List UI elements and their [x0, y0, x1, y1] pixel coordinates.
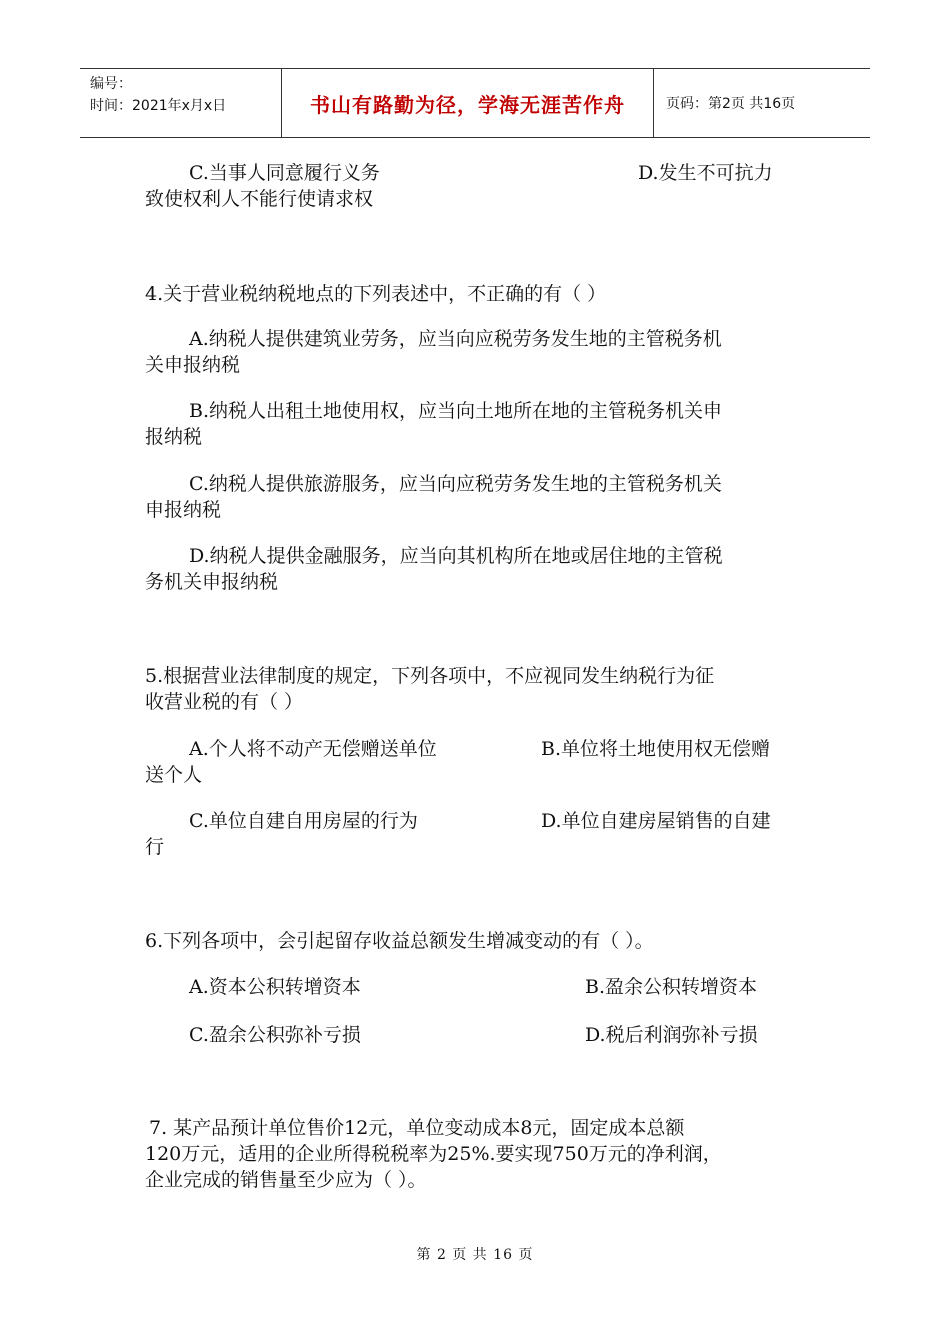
q7-question-cont-2: 企业完成的销售量至少应为（ ）。 — [145, 1169, 427, 1191]
q6-question: 6.下列各项中，会引起留存收益总额发生增减变动的有（ ）。 — [145, 930, 654, 952]
q3-option-d-cont: 致使权利人不能行使请求权 — [145, 188, 374, 210]
q5-question: 5.根据营业法律制度的规定，下列各项中，不应视同发生纳税行为征 — [145, 665, 715, 687]
q3-option-d: D.发生不可抗力 — [638, 162, 773, 184]
q4-option-b-cont: 报纳税 — [145, 426, 203, 448]
q5-option-d: D.单位自建房屋销售的自建 — [541, 810, 771, 832]
q5-option-b-cont: 送个人 — [145, 764, 203, 786]
q5-option-b: B.单位将土地使用权无偿赠 — [541, 738, 771, 760]
q4-option-c-cont: 申报纳税 — [145, 499, 222, 521]
q7-question: 7. 某产品预计单位售价12元，单位变动成本8元，固定成本总额 — [149, 1117, 685, 1139]
q6-option-a: A.资本公积转增资本 — [189, 976, 361, 998]
q7-question-cont-1: 120万元，适用的企业所得税税率为25%.要实现750万元的净利润， — [145, 1143, 722, 1165]
doc-number-label: 编号： — [90, 76, 132, 92]
doc-time-label: 时间：2021年x月x日 — [90, 98, 227, 114]
page-header — [80, 68, 870, 138]
q5-option-d-cont: 行 — [145, 836, 165, 858]
q4-option-d-cont: 务机关申报纳税 — [145, 571, 279, 593]
q6-option-c: C.盈余公积弥补亏损 — [189, 1024, 361, 1046]
q4-option-a: A.纳税人提供建筑业劳务，应当向应税劳务发生地的主管税务机 — [189, 328, 722, 350]
q4-option-c: C.纳税人提供旅游服务，应当向应税劳务发生地的主管税务机关 — [189, 473, 722, 495]
q4-option-a-cont: 关申报纳税 — [145, 354, 241, 376]
q4-question: 4.关于营业税纳税地点的下列表述中，不正确的有（ ） — [145, 283, 607, 305]
page-footer: 第 2 页 共 16 页 — [416, 1247, 534, 1263]
q5-option-a: A.个人将不动产无偿赠送单位 — [189, 738, 437, 760]
q5-option-c: C.单位自建自用房屋的行为 — [189, 810, 418, 832]
header-motto: 书山有路勤为径，学海无涯苦作舟 — [282, 69, 654, 137]
q4-option-d: D.纳税人提供金融服务，应当向其机构所在地或居住地的主管税 — [189, 545, 723, 567]
q6-option-d: D.税后利润弥补亏损 — [585, 1024, 758, 1046]
header-page-info: 页码：第2页 共16页 — [666, 96, 796, 112]
q4-option-b: B.纳税人出租土地使用权，应当向土地所在地的主管税务机关申 — [189, 400, 723, 422]
q3-option-c: C.当事人同意履行义务 — [189, 162, 380, 184]
header-meta — [80, 69, 282, 137]
q6-option-b: B.盈余公积转增资本 — [585, 976, 758, 998]
q5-question-cont: 收营业税的有（ ） — [145, 691, 304, 713]
